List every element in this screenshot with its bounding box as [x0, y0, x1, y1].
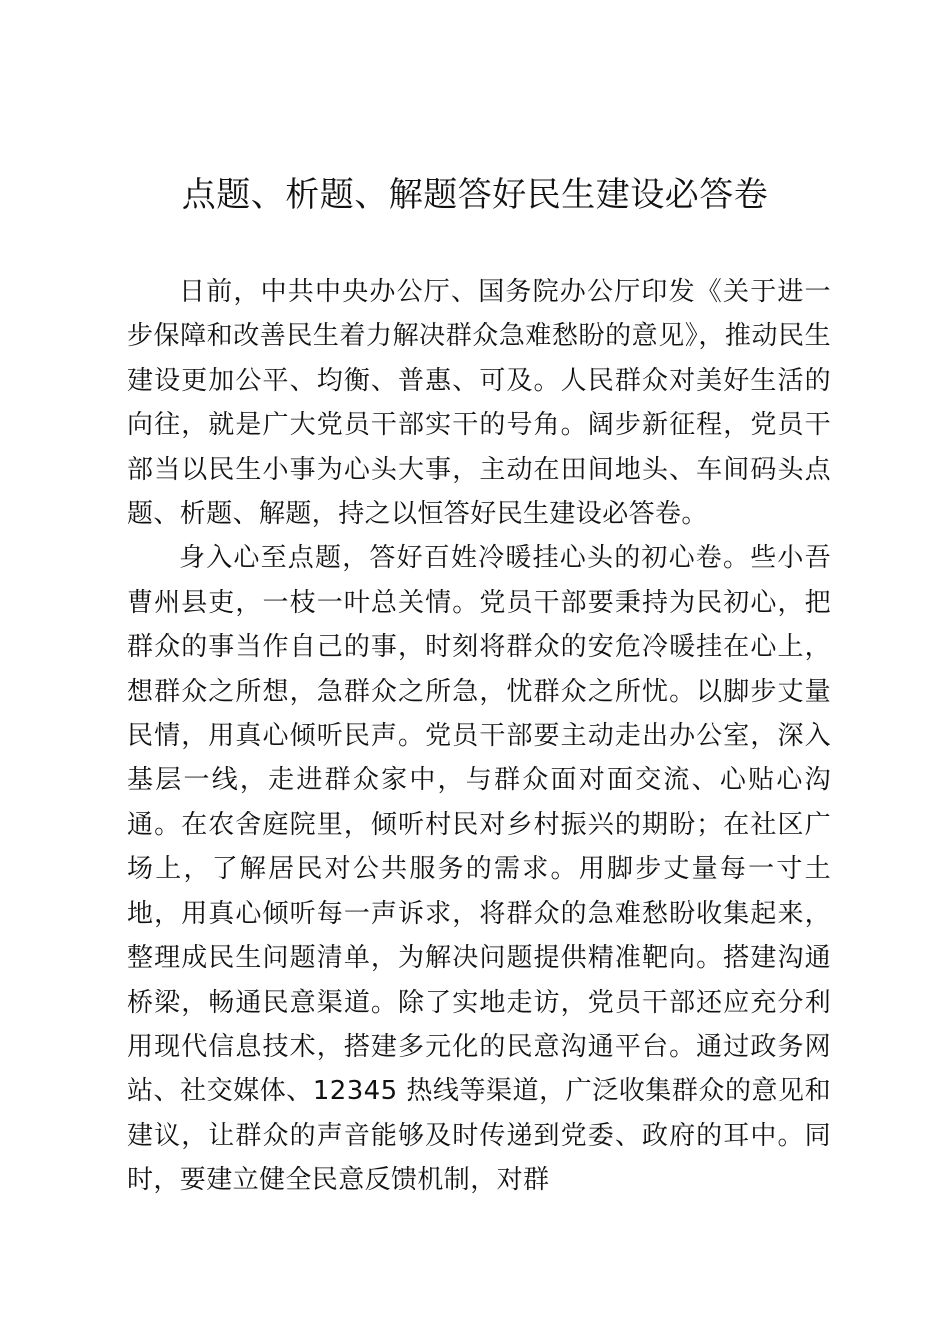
- page-title: 点题、析题、解题答好民生建设必答卷: [181, 175, 769, 215]
- document-body: [127, 270, 831, 1203]
- paragraph-point-one: 身入心至点题，答好百姓冷暖挂心头的初心卷。些小吾曹州县吏，一枝一叶总关情。党员干部要秉持为民初心，把群众的事当作自己的事，时刻将群众的安危冷暖挂在心上，想群众之所想，急群众之所急，忧群众之所忧。以脚步丈量民情，用真心倾听民声。党员干部要主动走出办公室，深入基层一线，走进群众家中，与群众面对面交流、心贴心沟通。在农舍庭院里，倾听村民对乡村振兴的期盼；在社区广场上，了解居民对公共服务的需求。用脚步丈量每一寸土地，用真心倾听每一声诉求，将群众的急难愁盼收集起来，整理成民生问题清单，为解决问题提供精准靶向。搭建沟通桥梁，畅通民意渠道。除了实地走访，党员干部还应充分利用现代信息技术，搭建多元化的民意沟通平台。通过政务网站、社交媒体、12345 热线等渠道，广泛收集群众的意见和建议，让群众的声音能够及时传递到党委、政府的耳中。同时，要建立健全民意反馈机制，对群: [127, 543, 831, 1196]
- paragraph-intro: 日前，中共中央办公厅、国务院办公厅印发《关于进一步保障和改善民生着力解决群众急难愁盼的意见》，推动民生建设更加公平、均衡、普惠、可及。人民群众对美好生活的向往，就是广大党员干部实干的号角。阔步新征程，党员干部当以民生小事为心头大事，主动在田间地头、车间码头点题、析题、解题，持之以恒答好民生建设必答卷。: [127, 277, 831, 530]
